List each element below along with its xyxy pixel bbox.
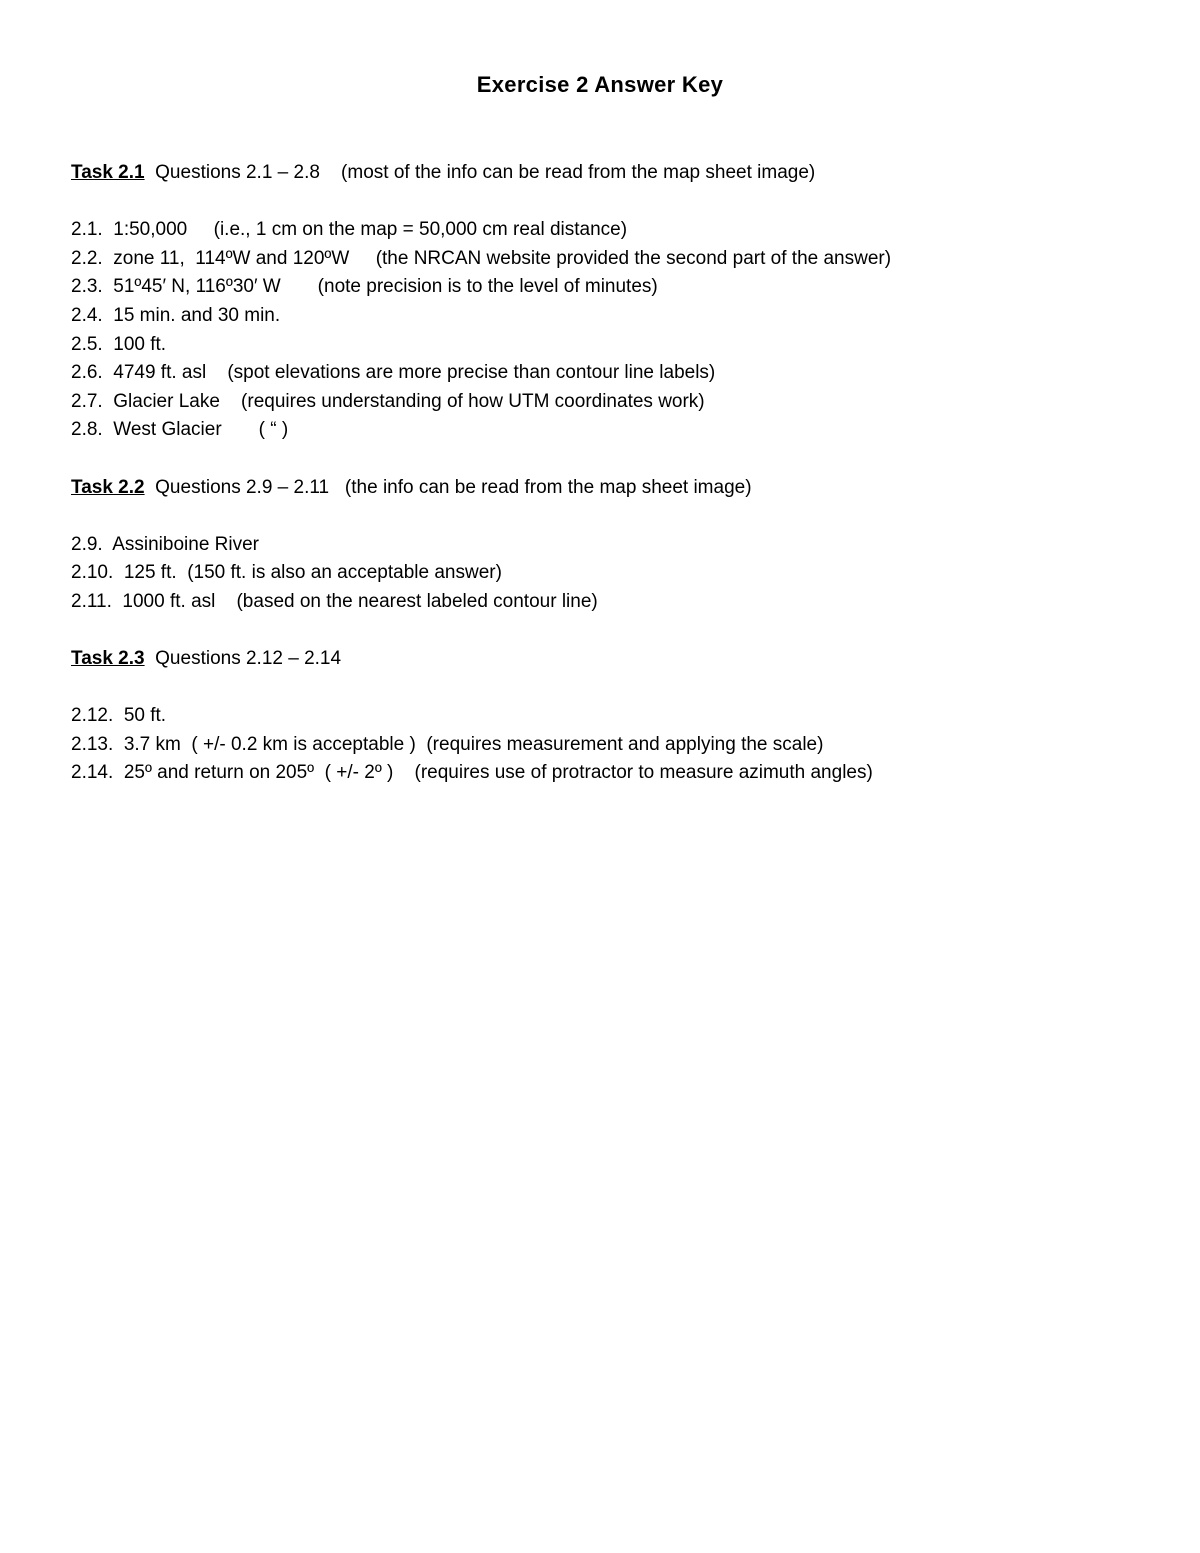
- answer-text: 25º and return on 205º ( +/- 2º ) (requires use of protractor to measure azimuth angles): [113, 762, 873, 784]
- answer-line: [71, 216, 1151, 245]
- task-header: [71, 474, 1151, 503]
- answer-line: [71, 273, 1151, 302]
- spacer: [71, 188, 1151, 217]
- answer-text: 1:50,000 (i.e., 1 cm on the map = 50,000 cm real distance): [102, 219, 628, 241]
- answer-line: [71, 759, 1151, 788]
- document-title: Exercise 2 Answer Key: [476, 72, 724, 97]
- answer-line: [71, 302, 1151, 331]
- answer-number: 2.9.: [71, 533, 103, 555]
- task-questions: Questions 2.9 – 2.11 (the info can be read from the map sheet image): [144, 476, 752, 498]
- spacer: [71, 502, 1151, 531]
- answer-number: 2.14.: [71, 762, 114, 784]
- answer-text: 51º45′ N, 116º30′ W (note precision is to the level of minutes): [102, 276, 658, 298]
- answer-line: [71, 531, 1151, 560]
- answer-number: 2.6.: [71, 362, 103, 384]
- task-questions: Questions 2.1 – 2.8 (most of the info can be read from the map sheet image): [144, 162, 816, 183]
- answer-number: 2.11.: [71, 590, 112, 612]
- answer-line: [71, 731, 1151, 760]
- answer-text: 1000 ft. asl (based on the nearest labeled contour line): [111, 590, 598, 612]
- answer-text: 15 min. and 30 min.: [102, 304, 281, 326]
- answer-text: Glacier Lake (requires understanding of how UTM coordinates work): [102, 390, 705, 412]
- answer-number: 2.3.: [71, 276, 103, 298]
- answer-text: West Glacier ( “ ): [102, 419, 289, 441]
- answer-number: 2.13.: [71, 733, 114, 755]
- task-questions: Questions 2.12 – 2.14: [144, 648, 342, 670]
- answer-line: [71, 388, 1151, 417]
- answer-text: 50 ft.: [113, 705, 167, 727]
- spacer: [71, 617, 1151, 646]
- task-label: Task 2.2: [71, 476, 145, 498]
- answer-number: 2.12.: [71, 705, 114, 727]
- answer-text: 100 ft.: [102, 333, 167, 355]
- spacer: [71, 674, 1151, 703]
- answer-text: 3.7 km ( +/- 0.2 km is acceptable ) (requires measurement and applying the scale): [113, 733, 824, 755]
- answer-number: 2.1.: [71, 219, 103, 241]
- answer-line: [71, 416, 1151, 445]
- answer-number: 2.8.: [71, 419, 103, 441]
- answer-text: Assiniboine River: [102, 533, 259, 555]
- answer-text: 4749 ft. asl (spot elevations are more precise than contour line labels): [102, 362, 716, 384]
- answer-line: [71, 559, 1151, 588]
- answer-number: 2.10.: [71, 562, 114, 584]
- answer-number: 2.4.: [71, 304, 103, 326]
- answer-line: [71, 359, 1151, 388]
- answer-text: zone 11, 114ºW and 120ºW (the NRCAN website provided the second part of the answer): [102, 247, 892, 269]
- answer-number: 2.7.: [71, 390, 103, 412]
- task-header: [71, 645, 1151, 674]
- task-label: Task 2.1: [71, 162, 145, 183]
- answer-number: 2.2.: [71, 247, 103, 269]
- answer-line: [71, 588, 1151, 617]
- answer-line: [71, 331, 1151, 360]
- answer-line: [71, 702, 1151, 731]
- answer-text: 125 ft. (150 ft. is also an acceptable answer): [113, 562, 502, 584]
- document-body: [71, 159, 1151, 788]
- answer-number: 2.5.: [71, 333, 103, 355]
- task-label: Task 2.3: [71, 648, 145, 670]
- task-header: [71, 159, 1151, 188]
- answer-line: [71, 245, 1151, 274]
- spacer: [71, 445, 1151, 474]
